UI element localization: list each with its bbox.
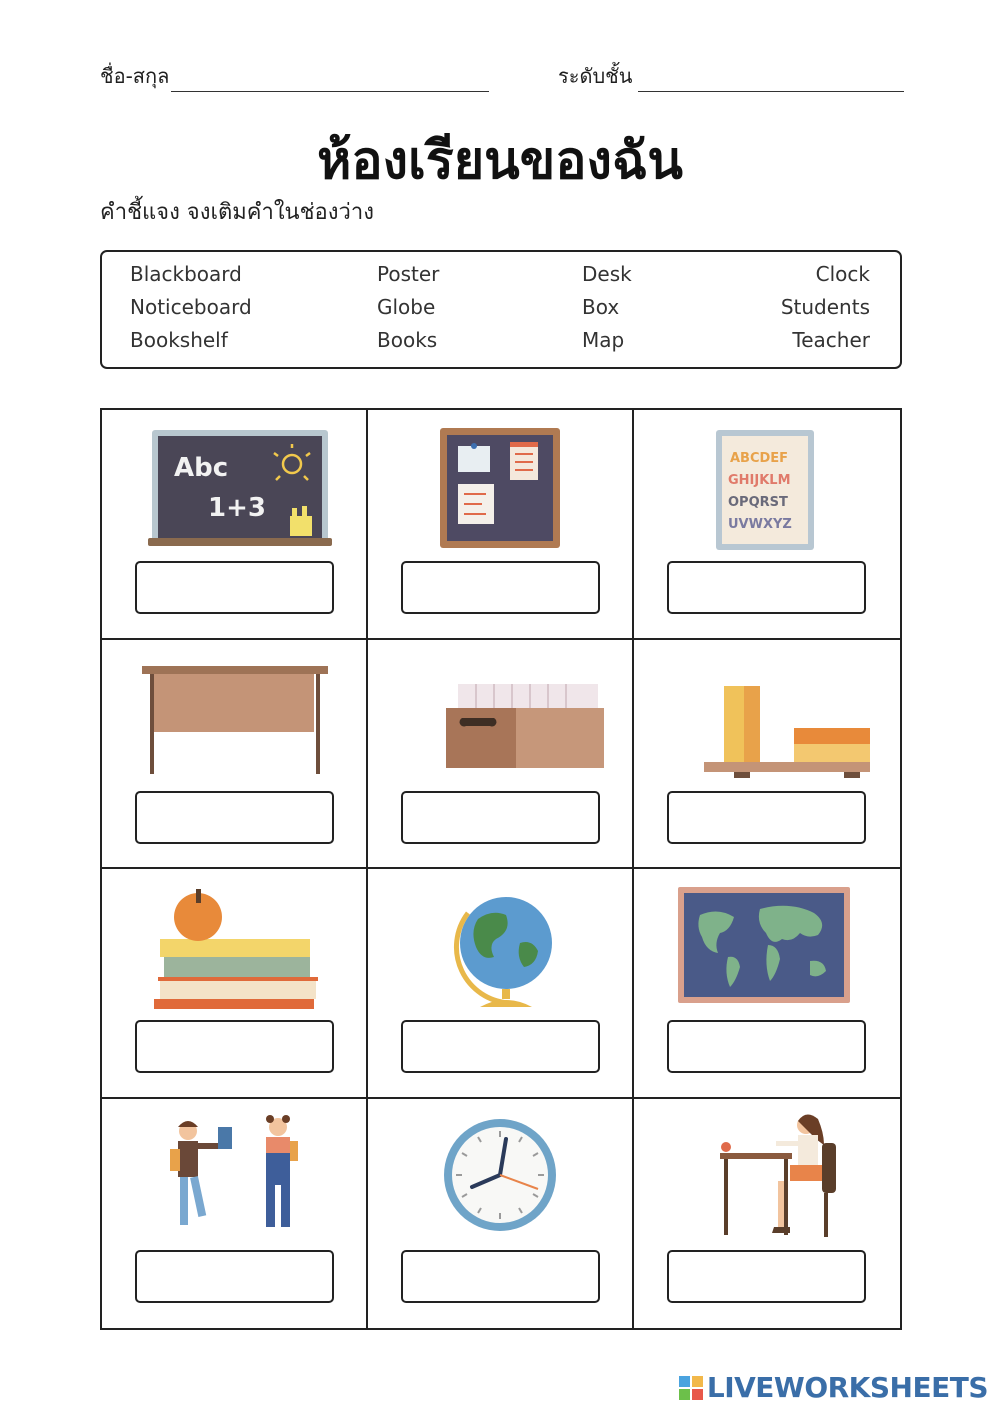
word-bank-item: Noticeboard — [130, 295, 252, 319]
answer-box[interactable] — [135, 791, 334, 844]
class-label: ระดับชั้น — [558, 64, 633, 88]
blackboard-image — [132, 424, 338, 554]
grid-cell — [634, 1099, 900, 1329]
word-bank-item: Students — [780, 295, 870, 319]
poster-image — [664, 424, 870, 554]
word-bank-item: Poster — [377, 262, 440, 286]
word-bank-item: Blackboard — [130, 262, 242, 286]
answer-box[interactable] — [135, 561, 334, 614]
svg-text:Abc: Abc — [174, 453, 229, 483]
grid-cell — [368, 410, 634, 640]
answer-box[interactable] — [401, 1020, 600, 1073]
answer-box[interactable] — [667, 1020, 866, 1073]
desk-image — [132, 654, 338, 784]
books-image — [132, 883, 338, 1013]
svg-text:1+3: 1+3 — [208, 493, 266, 523]
noticeboard-image — [398, 424, 604, 554]
globe-image — [398, 883, 604, 1013]
word-bank-item: Clock — [815, 262, 870, 286]
word-bank-item: Books — [377, 328, 438, 352]
liveworksheets-logo-icon — [679, 1376, 703, 1400]
word-bank-item: Bookshelf — [130, 328, 228, 352]
answer-box[interactable] — [667, 1250, 866, 1303]
word-bank — [100, 250, 902, 369]
class-field — [558, 60, 904, 92]
class-blank-line[interactable] — [638, 72, 904, 92]
instruction-text: คำชี้แจง จงเติมคำในช่องว่าง — [100, 200, 374, 225]
grid-cell — [634, 869, 900, 1099]
answer-box[interactable] — [667, 561, 866, 614]
grid-cell — [102, 1099, 368, 1329]
answer-box[interactable] — [135, 1250, 334, 1303]
answer-box[interactable] — [135, 1020, 334, 1073]
word-bank-item: Desk — [582, 262, 632, 286]
name-blank-line[interactable] — [171, 72, 489, 92]
box-image — [398, 654, 604, 784]
grid-cell — [368, 1099, 634, 1329]
name-field — [100, 60, 489, 92]
grid-cell — [368, 869, 634, 1099]
word-bank-item: Globe — [377, 295, 436, 319]
bookshelf-image — [664, 654, 870, 784]
svg-text:ABCDEF: ABCDEF — [730, 451, 789, 466]
word-bank-item: Box — [582, 295, 620, 319]
page-title: ห้องเรียนของฉัน — [317, 131, 683, 191]
svg-text:OPQRST: OPQRST — [728, 495, 788, 510]
answer-box[interactable] — [401, 1250, 600, 1303]
brand-watermark — [679, 1371, 988, 1404]
clock-image — [398, 1113, 604, 1243]
grid-cell — [102, 410, 368, 640]
grid-cell — [634, 640, 900, 870]
word-bank-item: Teacher — [792, 328, 870, 352]
grid-cell — [102, 640, 368, 870]
map-image — [664, 883, 870, 1013]
answer-box[interactable] — [401, 791, 600, 844]
word-bank-item: Map — [582, 328, 625, 352]
picture-grid — [100, 408, 902, 1330]
svg-text:GHIJKLM: GHIJKLM — [728, 473, 791, 488]
answer-box[interactable] — [401, 561, 600, 614]
students-image — [132, 1113, 338, 1243]
answer-box[interactable] — [667, 791, 866, 844]
brand-name: LIVEWORKSHEETS — [706, 1371, 988, 1404]
svg-text:UVWXYZ: UVWXYZ — [728, 517, 792, 532]
grid-cell — [368, 640, 634, 870]
name-label: ชื่อ-สกุล — [100, 64, 170, 88]
teacher-image — [664, 1113, 870, 1243]
grid-cell — [634, 410, 900, 640]
grid-cell — [102, 869, 368, 1099]
